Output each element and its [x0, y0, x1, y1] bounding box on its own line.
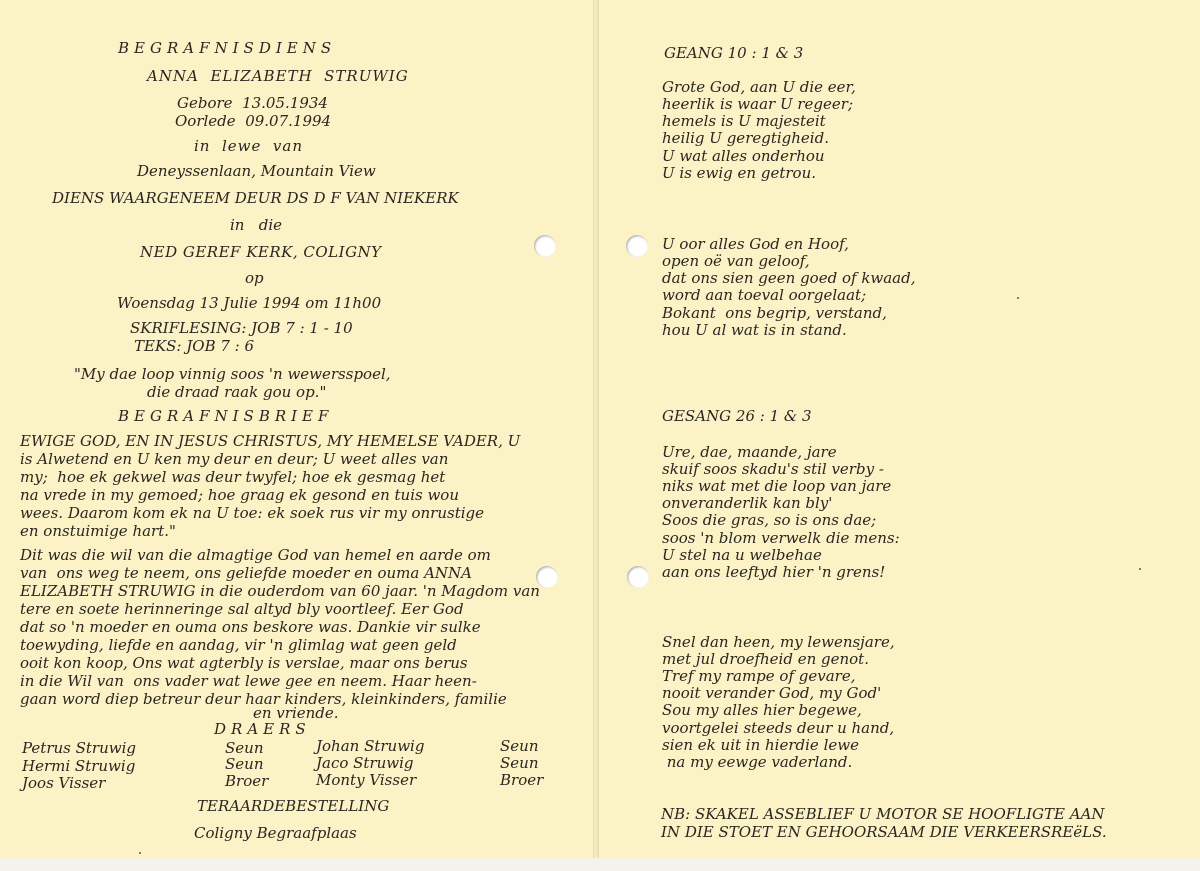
lyric-line: U oor alles God en Hoof, — [662, 235, 849, 253]
service-date: Woensdag 13 Julie 1994 om 11h00 — [117, 294, 382, 312]
bearer-name: Petrus Struwig — [22, 739, 136, 757]
bearer-relation: Seun — [500, 737, 539, 755]
lyric-line: heerlik is waar U regeer; — [662, 95, 854, 113]
procession-note: NB: SKAKEL ASSEBLIEF U MOTOR SE HOOFLIGTE AAN — [661, 805, 1105, 823]
letter-title: BEGRAFNISBRIEF — [118, 407, 334, 425]
obituary-line: tere en soete herinneringe sal altyd bly voortleef. Eer God — [20, 600, 464, 618]
bearer-name: Jaco Struwig — [316, 754, 414, 772]
lyric-line: niks wat met die loop van jare — [662, 477, 892, 495]
hymn-title: GEANG 10 : 1 & 3 — [664, 44, 804, 62]
lyric-line: Grote God, aan U die eer, — [662, 78, 856, 96]
scan-edge — [0, 858, 1200, 871]
punch-hole — [626, 235, 648, 257]
bearer-name: Johan Struwig — [316, 737, 425, 755]
lyric-line: soos 'n blom verwelk die mens: — [662, 529, 900, 547]
minister: DIENS WAARGENEEM DEUR DS D F VAN NIEKERK — [52, 189, 459, 207]
church: NED GEREF KERK, COLIGNY — [140, 243, 382, 261]
prayer-line: my; hoe ek gekwel was deur twyfel; hoe ek gesmag het — [20, 468, 446, 486]
lyric-line: U wat alles onderhou — [662, 147, 825, 165]
prayer-line: en onstuimige hart." — [20, 522, 176, 540]
address: Deneyssenlaan, Mountain View — [137, 162, 376, 180]
bearer-relation: Broer — [225, 772, 269, 790]
lyric-line: Snel dan heen, my lewensjare, — [662, 633, 895, 651]
quote-line: die draad raak gou op." — [147, 383, 327, 401]
lyric-line: voortgelei steeds deur u hand, — [662, 719, 895, 737]
lyric-line: Bokant ons begrip, verstand, — [662, 304, 887, 322]
bearer-relation: Broer — [500, 771, 544, 789]
death-date: Oorlede 09.07.1994 — [175, 112, 332, 130]
prayer-line: na vrede in my gemoed; hoe graag ek gesond en tuis wou — [20, 486, 459, 504]
prayer-line: wees. Daarom kom ek na U toe: ek soek rus vir my onrustige — [20, 504, 485, 522]
lyric-line: heilig U geregtigheid. — [662, 129, 829, 147]
op-label: op — [245, 269, 264, 287]
obituary-line: en vriende. — [253, 704, 339, 722]
burial-title: TERAARDEBESTELLING — [197, 797, 390, 815]
ink-speck — [1139, 568, 1141, 570]
obituary-line: van ons weg te neem, ons geliefde moeder en ouma ANNA — [20, 564, 473, 582]
bearer-name: Monty Visser — [316, 771, 417, 789]
lyric-line: met jul droefheid en genot. — [662, 650, 869, 668]
lyric-line: nooit verander God, my God' — [662, 684, 882, 702]
punch-hole — [627, 566, 649, 588]
sermon-text: TEKS: JOB 7 : 6 — [134, 337, 255, 355]
lyric-line: aan ons leeftyd hier 'n grens! — [662, 563, 886, 581]
residence-label: in lewe van — [194, 137, 303, 155]
lyric-line: hemels is U majesteit — [662, 112, 826, 130]
lyric-line: Sou my alles hier begewe, — [662, 701, 862, 719]
obituary-line: toewyding, liefde en aandag, vir 'n glimlag wat geen geld — [20, 636, 457, 654]
page-title: BEGRAFNISDIENS — [118, 39, 337, 57]
bearer-relation: Seun — [500, 754, 539, 772]
obituary-line: in die Wil van ons vader wat lewe gee en neem. Haar heen- — [20, 672, 477, 690]
lyric-line: sien ek uit in hierdie lewe — [662, 736, 859, 754]
deceased-name: ANNA ELIZABETH STRUWIG — [147, 67, 409, 85]
obituary-line: ELIZABETH STRUWIG in die ouderdom van 60 jaar. 'n Magdom van — [20, 582, 540, 600]
lyric-line: U stel na u welbehae — [662, 546, 822, 564]
bearer-name: Joos Visser — [22, 774, 106, 792]
lyric-line: Ure, dae, maande, jare — [662, 443, 837, 461]
quote-line: "My dae loop vinnig soos 'n wewersspoel, — [74, 365, 391, 383]
lyric-line: dat ons sien geen goed of kwaad, — [662, 269, 916, 287]
bearer-name: Hermi Struwig — [22, 757, 136, 775]
bearer-relation: Seun — [225, 739, 264, 757]
hymn-title: GESANG 26 : 1 & 3 — [662, 407, 812, 425]
obituary-line: dat so 'n moeder en ouma ons beskore was. Dankie vir sulke — [20, 618, 481, 636]
ink-speck — [139, 852, 141, 854]
birth-date: Gebore 13.05.1934 — [177, 94, 328, 112]
page-fold — [593, 0, 599, 858]
prayer-line: is Alwetend en U ken my deur en deur; U weet alles van — [20, 450, 449, 468]
punch-hole — [534, 235, 556, 257]
obituary-line: Dit was die wil van die almagtige God van hemel en aarde om — [20, 546, 491, 564]
lyric-line: U is ewig en getrou. — [662, 164, 816, 182]
lyric-line: na my eewge vaderland. — [662, 753, 853, 771]
obituary-line: gaan word diep betreur deur haar kinders, kleinkinders, familie — [20, 690, 507, 708]
ink-speck — [1017, 297, 1019, 299]
cemetery: Coligny Begraafplaas — [194, 824, 357, 842]
lyric-line: Soos die gras, so is ons dae; — [662, 511, 877, 529]
lyric-line: Tref my rampe of gevare, — [662, 667, 856, 685]
prayer-line: EWIGE GOD, EN IN JESUS CHRISTUS, MY HEMELSE VADER, U — [20, 432, 521, 450]
lyric-line: word aan toeval oorgelaat; — [662, 286, 867, 304]
lyric-line: skuif soos skadu's stil verby - — [662, 460, 884, 478]
scripture-reading: SKRIFLESING: JOB 7 : 1 - 10 — [130, 319, 353, 337]
procession-note: IN DIE STOET EN GEHOORSAAM DIE VERKEERSREëLS. — [661, 823, 1107, 841]
in-die-label: in die — [230, 216, 283, 234]
bearers-title: DRAERS — [214, 720, 311, 738]
bearer-relation: Seun — [225, 755, 264, 773]
lyric-line: onveranderlik kan bly' — [662, 494, 833, 512]
lyric-line: open oë van geloof, — [662, 252, 810, 270]
lyric-line: hou U al wat is in stand. — [662, 321, 847, 339]
obituary-line: ooit kon koop, Ons wat agterbly is verslae, maar ons berus — [20, 654, 468, 672]
